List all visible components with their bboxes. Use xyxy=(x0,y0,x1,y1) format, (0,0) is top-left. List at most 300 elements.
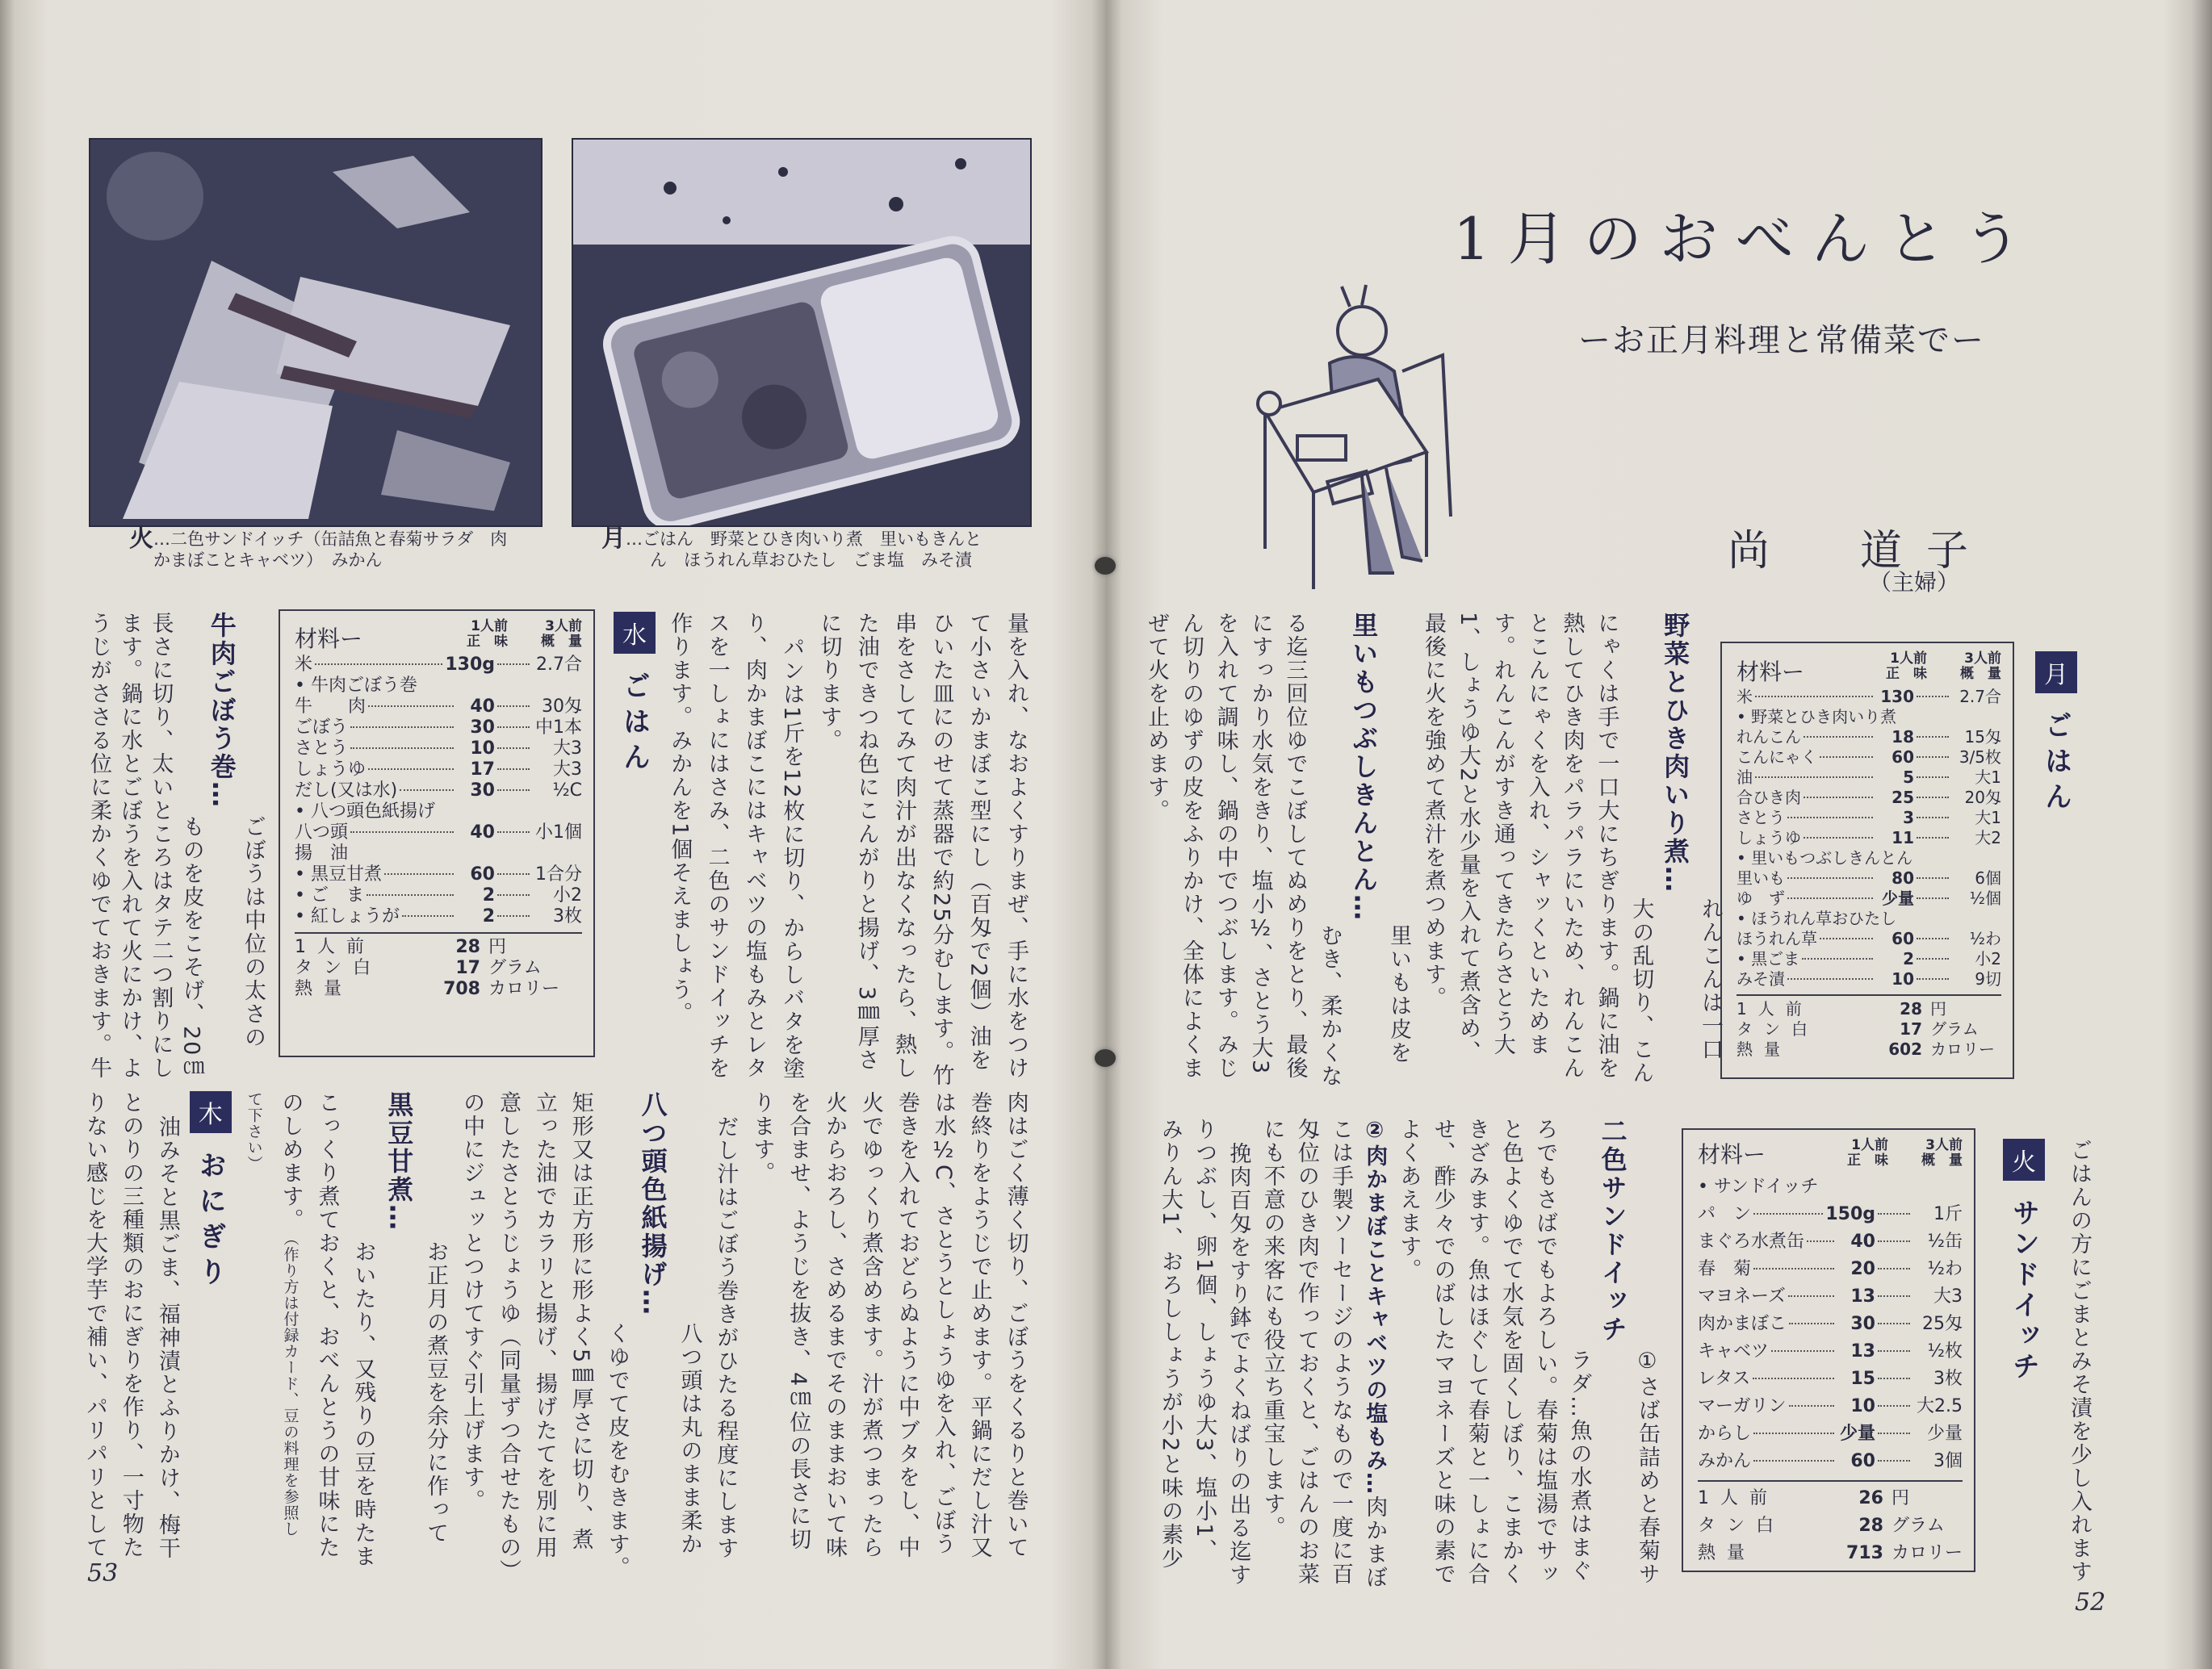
amount-three-people: 9切 xyxy=(1975,969,2001,989)
dot-leader xyxy=(497,915,530,917)
ingredient-name: • 野菜とひき肉いり煮 xyxy=(1737,707,1896,727)
dot-leader xyxy=(367,894,454,896)
ingredient-name: • 牛肉ごぼう巻 xyxy=(295,676,417,696)
ingredient-row xyxy=(295,822,582,843)
caption-day: 月 xyxy=(601,525,626,553)
amount-per-person: 60 xyxy=(470,864,495,885)
ingredient-row xyxy=(1698,1448,1963,1475)
section-heading: 牛肉ごぼう巻… xyxy=(206,612,237,809)
amount-three-people: 小1個 xyxy=(535,822,582,843)
ingredient-name: さとう xyxy=(1737,808,1785,827)
ingredient-row xyxy=(1698,1283,1963,1311)
text-column: 串をさしてみて肉汁が出なくなったら、熱し xyxy=(891,612,917,1080)
amount-per-person: 30 xyxy=(1850,1314,1875,1334)
dot-leader xyxy=(1804,736,1873,738)
ingredient-name: 揚 油 xyxy=(295,843,349,864)
amount-three-people: ½わ xyxy=(1969,929,2001,948)
text-column: スを一しょにはさみ、二色のサンドイッチを xyxy=(704,612,730,1080)
ingredient-name: • 八つ頭色紙揚げ xyxy=(295,801,435,822)
text-column: 長さに切り、太いところはタテ二つ割りにし xyxy=(148,612,174,1080)
summary-label: 1人前 xyxy=(1698,1488,1778,1508)
summary-unit: カロリー xyxy=(1891,1543,1963,1563)
dot-leader xyxy=(1753,1213,1823,1215)
dot-leader xyxy=(1755,696,1873,697)
table-header xyxy=(1698,1138,1963,1169)
column-header-line: 正 味 xyxy=(1886,666,1927,682)
dot-leader xyxy=(1787,897,1873,899)
photo-caption-tuesday xyxy=(129,525,508,571)
dot-leader xyxy=(384,873,454,875)
ingredient-row xyxy=(1737,949,2001,969)
text-column: むき、柔かくな xyxy=(1317,924,1343,1089)
dot-leader xyxy=(1820,938,1873,939)
text-column: 量を入れ、なおよくすりまぜ、手に水をつけ xyxy=(1003,612,1028,1080)
amount-three-people: ½枚 xyxy=(1927,1341,1963,1362)
dot-leader xyxy=(1917,776,1949,778)
amount-three-people: 3枚 xyxy=(553,906,582,927)
amount-per-person: 130g xyxy=(445,655,495,675)
text-column: りつぶし、卵1個、しょうゆ大3、塩小1、 xyxy=(1192,1118,1217,1562)
reference-note: （作り方は付録カード、豆の料理を参照し xyxy=(281,1238,300,1537)
amount-per-person: 130 xyxy=(1880,687,1914,706)
ingredient-row xyxy=(1737,747,2001,768)
amount-three-people: 15匁 xyxy=(1964,727,2001,747)
text-column: た油できつね色にこんがりと揚げ、3㎜厚さ xyxy=(853,612,879,1073)
staple-hole xyxy=(1095,557,1116,575)
dot-leader xyxy=(1878,1323,1910,1324)
text-column: きざみます。魚はほぐして春菊と一しょに合 xyxy=(1464,1118,1489,1586)
ingredient-row xyxy=(295,864,582,885)
text-column: ぜて火を止めます。 xyxy=(1144,612,1169,822)
dot-leader xyxy=(497,663,530,665)
text-column: よくあえます。 xyxy=(1396,1118,1422,1282)
ingredient-row xyxy=(295,738,582,759)
ingredient-row xyxy=(295,696,582,717)
ingredient-row xyxy=(1737,969,2001,989)
dot-leader xyxy=(1878,1433,1910,1434)
wednesday-heading xyxy=(614,612,656,1072)
ingredient-name: • ご ま xyxy=(295,885,364,906)
text-column: て下さい） xyxy=(245,1091,263,1172)
lower-text xyxy=(81,1091,1029,1583)
ingredient-name: • ほうれん草おひたし xyxy=(1737,909,1896,929)
text-column: くゆでて皮をむきます。 xyxy=(604,1322,630,1580)
amount-three-people: ½缶 xyxy=(1927,1232,1963,1252)
ingredients-table-tuesday xyxy=(1682,1128,1975,1572)
text-column: ろでもさばでもよろしい。春菊は塩湯でサッ xyxy=(1532,1118,1558,1586)
amount-three-people: 2.7合 xyxy=(1959,687,2001,706)
table-label: 材料ー xyxy=(1737,659,1805,685)
dot-leader xyxy=(1917,958,1949,960)
text-column: 八つ頭は丸のまま柔か xyxy=(677,1322,702,1557)
dot-leader xyxy=(1917,736,1949,738)
column-header-line: 概 量 xyxy=(1960,666,2001,682)
ingredient-row xyxy=(1737,828,2001,848)
summary-row xyxy=(295,979,582,1000)
amount-three-people: 3個 xyxy=(1933,1451,1963,1471)
table-header xyxy=(295,619,582,650)
photo-caption-monday xyxy=(601,525,982,571)
ingredient-name: だし(又は水) xyxy=(295,780,398,801)
column-header-line: 正 味 xyxy=(467,634,508,650)
ingredient-row xyxy=(1737,889,2001,909)
summary-value: 17 xyxy=(1900,1019,1922,1039)
amount-per-person: 少量 xyxy=(1882,889,1914,908)
ingredient-row xyxy=(1698,1201,1963,1228)
summary-row xyxy=(1737,999,2001,1019)
text-column: 油みそと黒ごま、福神漬とふりかけ、梅干 xyxy=(154,1115,180,1560)
amount-per-person: 30 xyxy=(470,780,495,801)
section-heading: 里いもつぶしきんとん… xyxy=(1348,612,1380,922)
amount-three-people: 25匁 xyxy=(1922,1314,1963,1334)
amount-per-person: 2 xyxy=(1903,949,1914,968)
nutrition-summary xyxy=(295,932,582,1000)
ingredient-name: しょうゆ xyxy=(295,759,367,780)
amount-three-people: 30匁 xyxy=(542,696,582,717)
ingredients-table-monday xyxy=(1720,642,2014,1079)
dot-leader xyxy=(1787,817,1873,818)
ingredient-row xyxy=(1698,1338,1963,1366)
dot-leader xyxy=(497,726,530,728)
ingredient-name: 合ひき肉 xyxy=(1737,788,1801,807)
dot-leader xyxy=(1917,817,1949,818)
summary-value: 28 xyxy=(1900,999,1922,1019)
text-column: 里いもは皮を xyxy=(1386,924,1412,1065)
table-header xyxy=(1737,650,2001,685)
dot-leader xyxy=(1753,1378,1834,1379)
summary-value: 17 xyxy=(455,958,480,978)
author-name: 尚 道子 xyxy=(1728,527,1993,575)
monday-heading xyxy=(2035,651,2077,818)
amount-per-person: 40 xyxy=(470,696,495,717)
dot-leader xyxy=(368,705,454,707)
ingredient-name: ごぼう xyxy=(295,717,349,738)
ingredient-name: 米 xyxy=(1737,687,1753,706)
amount-per-person: 13 xyxy=(1850,1341,1875,1362)
section-heading-inline: ②肉かまぼことキャベツの塩もみ… xyxy=(1362,1118,1388,1495)
ingredient-row xyxy=(1737,687,2001,707)
amount-per-person: 40 xyxy=(470,822,495,843)
amount-three-people: 6個 xyxy=(1975,868,2001,888)
column-header xyxy=(1814,1138,1888,1169)
ingredient-name: 肉かまぼこ xyxy=(1698,1314,1787,1334)
dot-leader xyxy=(1807,1240,1834,1242)
text-column: にすっかり水気をきり、塩小½、さとう大3 xyxy=(1247,612,1273,1076)
dot-leader xyxy=(1878,1213,1910,1215)
day-title: おにぎり xyxy=(194,1151,227,1293)
column-header xyxy=(508,619,582,650)
table-label: 材料ー xyxy=(295,625,363,652)
ingredient-name: からし xyxy=(1698,1424,1752,1444)
amount-per-person: 40 xyxy=(1850,1232,1875,1252)
text-column: る迄三回位ゆでこぼしてぬめりをとり、最後 xyxy=(1282,612,1308,1080)
ingredient-name: パ ン xyxy=(1698,1204,1752,1224)
column-header-line: 正 味 xyxy=(1847,1152,1888,1169)
photo-lunchbox xyxy=(572,138,1032,527)
dot-leader xyxy=(1787,978,1873,980)
ingredient-row xyxy=(1698,1256,1963,1283)
ingredient-row xyxy=(1698,1393,1963,1420)
amount-three-people: 大3 xyxy=(553,759,582,780)
text-column: 挽肉百匁をすり鉢でよくねばりの出る迄す xyxy=(1225,1141,1251,1587)
amount-three-people: 小2 xyxy=(1975,949,2001,968)
amount-per-person: 30 xyxy=(470,717,495,738)
text-column xyxy=(277,1091,304,1583)
photo-sandwiches xyxy=(89,138,543,527)
amount-per-person: 17 xyxy=(470,759,495,780)
tuesday-badge: 火 xyxy=(2003,1139,2045,1181)
column-header-line: 3人前 xyxy=(1925,1137,1963,1153)
summary-label: 熱量 xyxy=(1698,1543,1757,1563)
summary-value: 713 xyxy=(1846,1543,1883,1563)
ingredient-row xyxy=(295,655,582,676)
dot-leader xyxy=(497,831,530,833)
text-column: とこんにゃくを入れ、シャッくといためま xyxy=(1524,612,1550,1056)
text-column: ①さば缶詰めと春菊サ xyxy=(1634,1349,1660,1587)
text-column: 1、しょうゆ大2と水少量を入れて煮含め、 xyxy=(1455,612,1481,1065)
dot-leader xyxy=(1878,1460,1910,1462)
text-column: お正月の煮豆を余分に作って xyxy=(423,1240,449,1545)
amount-three-people: ½わ xyxy=(1927,1259,1963,1279)
dot-leader xyxy=(497,873,530,875)
ingredient-row xyxy=(1698,1228,1963,1256)
tuesday-note: ごはんの方にごまとみそ漬を少し入れます xyxy=(2067,1139,2092,1583)
amount-three-people: 中1本 xyxy=(535,717,582,738)
ingredient-name: みかん xyxy=(1698,1451,1752,1471)
amount-per-person: 25 xyxy=(1892,788,1914,807)
text-column: は水½C、さとうとしょうゆを入れ、ごぼう xyxy=(930,1091,956,1556)
summary-unit: 円 xyxy=(1892,1488,1910,1508)
dot-leader xyxy=(1917,837,1949,839)
tuesday-title: サンドイッチ xyxy=(2007,1198,2040,1382)
ingredient-row xyxy=(295,843,582,864)
tuesday-heading xyxy=(2003,1139,2045,1382)
day-heading xyxy=(190,1091,232,1583)
caption-text-2: ん ほうれん草おひたし ごま塩 みそ漬 xyxy=(650,550,972,570)
column-header-line: 概 量 xyxy=(541,634,582,650)
text-column: 火からおろし、さめるまでそのままおいて味 xyxy=(822,1091,848,1559)
dot-leader xyxy=(1917,877,1949,879)
wednesday-badge: 水 xyxy=(614,612,656,654)
text-column: ごぼうは中位の太さの xyxy=(240,815,266,1050)
text-column: に切ります。 xyxy=(816,612,842,752)
dot-leader xyxy=(1878,1240,1910,1242)
summary-label: 熱量 xyxy=(295,979,354,999)
text-column: ります。 xyxy=(749,1091,775,1185)
summary-label: 熱量 xyxy=(1737,1039,1791,1059)
summary-unit: グラム xyxy=(1930,1019,1979,1039)
text-column: 火でゆっくり煮含めます。汁が煮つまったら xyxy=(858,1091,884,1559)
dot-leader xyxy=(368,768,454,770)
ingredient-name: 牛 肉 xyxy=(295,696,367,717)
ingredients-table-wednesday xyxy=(279,609,595,1057)
text-column: す。れんこんがすき通ってきたらさとう大 xyxy=(1489,612,1515,1056)
summary-value: 28 xyxy=(455,937,480,957)
text-column: て小さいかまぼこ型にし（百匁で2個）油を xyxy=(966,612,991,1073)
dot-leader xyxy=(1804,837,1873,839)
dot-leader xyxy=(1753,1268,1834,1270)
ingredient-name: まぐろ水煮缶 xyxy=(1698,1232,1805,1252)
ingredient-name: マーガリン xyxy=(1698,1396,1787,1416)
ingredient-name: マヨネーズ xyxy=(1698,1286,1786,1307)
dot-leader xyxy=(350,831,454,833)
summary-row xyxy=(1698,1540,1963,1567)
ingredient-row xyxy=(1737,707,2001,727)
ingredient-name: しょうゆ xyxy=(1737,828,1801,847)
text-column: にゃくは手で一口大にちぎります。鍋に油を xyxy=(1594,612,1619,1080)
section-heading: 黒豆甘煮… xyxy=(383,1091,415,1232)
gobo-roll-text xyxy=(85,612,266,1081)
dot-leader xyxy=(1917,978,1949,980)
ingredient-row xyxy=(295,717,582,738)
ingredient-name: • 里いもつぶしきんとん xyxy=(1737,848,1912,868)
ingredient-row xyxy=(1698,1311,1963,1338)
summary-value: 28 xyxy=(1858,1516,1883,1536)
text-column: を合ませ、ようじを抜き、4㎝位の長さに切 xyxy=(786,1091,811,1552)
ingredient-row xyxy=(295,801,582,822)
ingredient-name: 米 xyxy=(295,655,313,675)
ingredient-name: • 黒豆甘煮 xyxy=(295,864,382,885)
amount-per-person: 18 xyxy=(1892,727,1914,747)
author-role: （主婦） xyxy=(1869,569,1960,596)
dot-leader xyxy=(1917,897,1949,899)
amount-three-people: 大3 xyxy=(553,738,582,759)
text-column: ん切りのゆずの皮をふりかけ、全体によくま xyxy=(1178,612,1204,1080)
dot-leader xyxy=(1771,1350,1834,1352)
summary-unit: グラム xyxy=(488,958,542,978)
ingredient-row xyxy=(1737,909,2001,929)
ingredient-name: 八つ頭 xyxy=(295,822,349,843)
amount-per-person: 11 xyxy=(1892,828,1914,847)
column-header-line: 1人前 xyxy=(471,618,508,634)
text-column: 矩形又は正方形に形よく5㎜厚さに切り、煮 xyxy=(568,1091,593,1552)
monday-badge: 月 xyxy=(2035,651,2077,693)
column-header-line: 概 量 xyxy=(1921,1152,1963,1169)
summary-unit: 円 xyxy=(1930,999,1946,1019)
ingredient-name: こんにゃく xyxy=(1737,747,1817,767)
dot-leader xyxy=(1878,1295,1910,1297)
section-heading: 野菜とひき肉いり煮… xyxy=(1660,612,1691,894)
dot-leader xyxy=(1755,776,1873,778)
dot-leader xyxy=(1917,938,1949,939)
caption-text: …二色サンドイッチ（缶詰魚と春菊サラダ 肉 xyxy=(153,529,508,549)
dot-leader xyxy=(1789,1405,1834,1407)
monday-title: ごはん xyxy=(2039,711,2072,818)
caption-text: …ごはん 野菜とひき肉いり煮 里いもきんと xyxy=(626,529,982,549)
summary-unit: カロリー xyxy=(488,979,560,999)
amount-three-people: 20匁 xyxy=(1964,788,2001,807)
text-column: おいたり、又残りの豆を時たま xyxy=(350,1240,376,1568)
text-column: 巻きを入れておどらぬように中ブタをし、中 xyxy=(894,1091,920,1559)
ingredient-name: さとう xyxy=(295,738,349,759)
text-column xyxy=(1360,1118,1388,1590)
text-column: ます。鍋に水とごぼうを入れて火にかけ、よ xyxy=(117,612,143,1080)
dot-leader xyxy=(402,915,454,917)
dot-leader xyxy=(1878,1268,1910,1270)
text-column: 大の乱切り、こん xyxy=(1628,897,1654,1085)
nutrition-summary xyxy=(1737,994,2001,1060)
amount-per-person: 60 xyxy=(1892,929,1914,948)
amount-three-people: 1合分 xyxy=(535,864,582,885)
amount-per-person: 80 xyxy=(1892,868,1914,888)
summary-value: 26 xyxy=(1858,1488,1883,1508)
nutrition-summary xyxy=(1698,1480,1963,1567)
dot-leader xyxy=(1802,958,1873,960)
text-column: ものを皮をこそげ、20㎝ xyxy=(178,815,204,1081)
text-column: れんこんは一口 xyxy=(1698,897,1723,1061)
text-column: パンは1斤を12枚に切り、からしバタを塗 xyxy=(779,635,805,1081)
dot-leader xyxy=(1820,756,1873,758)
ingredient-name: れんこん xyxy=(1737,727,1801,747)
ingredient-row xyxy=(1737,768,2001,788)
dot-leader xyxy=(1804,797,1873,798)
column-header xyxy=(1853,651,1927,682)
amount-three-people: 3/5枚 xyxy=(1959,747,2001,767)
text-column: 肉はごく薄く切り、ごぼうをくるりと巻いて xyxy=(1003,1091,1028,1559)
column-header xyxy=(1888,1138,1963,1169)
summary-label: 1人前 xyxy=(295,937,375,957)
amount-per-person: 15 xyxy=(1850,1369,1875,1389)
amount-three-people: 大1 xyxy=(1975,768,2001,787)
staple-hole xyxy=(1095,1049,1116,1067)
ingredient-row xyxy=(1737,868,2001,889)
article-subtitle: ーお正月料理と常備菜でー xyxy=(1578,322,1985,359)
ingredient-row xyxy=(1737,808,2001,828)
text-column: 匁位のひき肉で作っておくと、ごはんのお菜 xyxy=(1293,1118,1319,1586)
dot-leader xyxy=(1787,877,1873,879)
section-heading: 八つ頭色紙揚げ… xyxy=(637,1091,668,1317)
ingredient-name: 油 xyxy=(1737,768,1753,787)
text-run: 肉かまぼ xyxy=(1362,1495,1388,1589)
ingredient-name: 里いも xyxy=(1737,868,1785,888)
text-column: みりん大1、おろししょうが小2と味の素少 xyxy=(1158,1118,1183,1571)
lunchbox-photo-image xyxy=(573,140,1030,525)
amount-per-person: 5 xyxy=(1903,768,1914,787)
text-run: のしめます。 xyxy=(278,1091,304,1232)
text-column: だし汁はごぼう巻きがひたる程度にします xyxy=(713,1115,739,1560)
column-header-line: 3人前 xyxy=(545,618,582,634)
amount-per-person: 少量 xyxy=(1839,1424,1875,1444)
dot-leader xyxy=(1917,797,1949,798)
ingredient-row xyxy=(295,676,582,696)
wednesday-title: ごはん xyxy=(618,671,651,778)
text-column: ひいた皿にのせて蒸器で約25分むします。竹 xyxy=(928,612,954,1088)
text-column: を入れて調味し、鍋の中でつぶします。みじ xyxy=(1213,612,1238,1080)
dot-leader xyxy=(497,894,530,896)
dot-leader xyxy=(1753,1460,1834,1462)
text-column: りない感じを大学芋で補い、パリパリとして xyxy=(82,1091,107,1559)
amount-per-person: 2 xyxy=(482,885,495,906)
page-number: 53 xyxy=(87,1559,119,1587)
page-number: 52 xyxy=(2075,1588,2106,1617)
amount-three-people: 3枚 xyxy=(1933,1369,1963,1389)
ingredient-row xyxy=(295,885,582,906)
summary-unit: 円 xyxy=(488,937,507,957)
text-column: 最後に火を強めて煮汁を煮つめます。 xyxy=(1421,612,1446,1010)
ingredient-name: 春 菊 xyxy=(1698,1259,1752,1279)
monday-text xyxy=(1142,612,1724,1088)
text-column: 立った油でカラリと揚げ、揚げたてを別に用 xyxy=(531,1091,557,1559)
dot-leader xyxy=(1917,696,1949,697)
caption-text-2: かまぼことキャベツ） みかん xyxy=(153,550,383,570)
ingredient-name: • サンドイッチ xyxy=(1698,1173,1818,1201)
text-column: の中にジュッとつけてすぐ引上げます。 xyxy=(459,1091,485,1512)
text-column: こは手製ソーセージのようなもので一度に百 xyxy=(1328,1118,1354,1586)
summary-row xyxy=(295,958,582,979)
ingredient-row xyxy=(295,759,582,780)
summary-label: タン白 xyxy=(1737,1019,1819,1039)
summary-label: 1人前 xyxy=(1737,999,1813,1019)
